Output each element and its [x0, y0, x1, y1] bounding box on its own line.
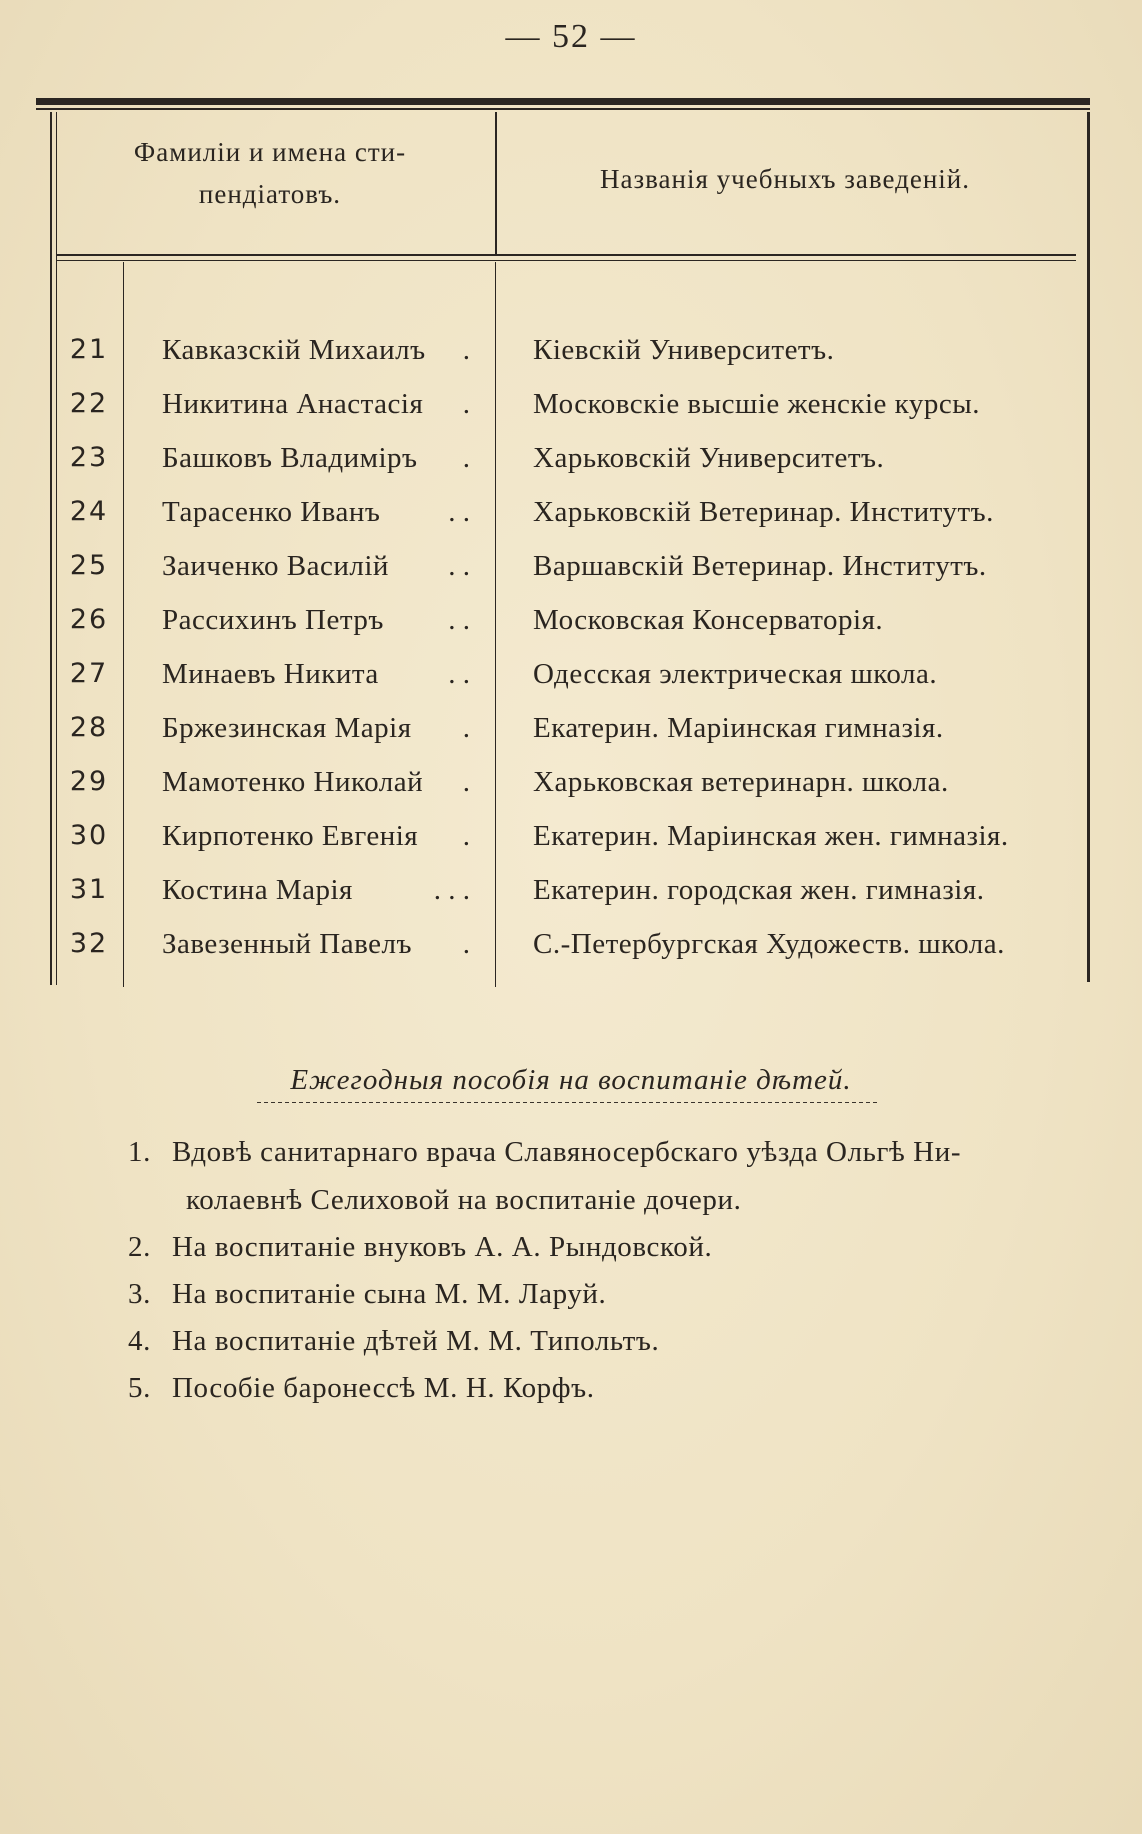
table-row — [0, 712, 1142, 766]
header-bottom-rule-2 — [56, 260, 1076, 261]
row-institution: Екатерин. Маріинская жен. гимназія. — [533, 820, 1009, 852]
row-dots: . — [462, 334, 470, 366]
header-institutions: Названія учебныхъ заведеній. — [600, 164, 970, 194]
row-number: 27 — [69, 658, 109, 689]
row-institution: Харьковская ветеринарн. школа. — [533, 766, 949, 798]
row-dots: . . — [448, 550, 470, 582]
title-underline — [257, 1102, 877, 1103]
list-item-text: Пособіе баронессѣ М. Н. Корфъ. — [172, 1372, 595, 1404]
list-item-text: На воспитаніе дѣтей М. М. Типольтъ. — [172, 1325, 660, 1357]
header-divider — [495, 112, 497, 254]
row-dots: . — [462, 442, 470, 474]
list-item-number: 1. — [128, 1136, 151, 1168]
row-number: 30 — [69, 820, 109, 851]
row-institution: Харьковскій Ветеринар. Институтъ. — [533, 496, 994, 528]
row-institution: Одесская электрическая школа. — [533, 658, 938, 690]
row-institution: Московскіе высшіе женскіе курсы. — [533, 388, 980, 420]
list-item-text: Вдовѣ санитарнаго врача Славяносербскаго уѣзда Ольгѣ Ни- — [172, 1136, 962, 1168]
row-number: 21 — [69, 334, 109, 365]
row-number: 24 — [69, 496, 109, 527]
row-institution: Варшавскій Ветеринар. Институтъ. — [533, 550, 987, 582]
table-row — [0, 550, 1142, 604]
row-name: Башковъ Владиміръ — [162, 442, 418, 474]
table-row — [0, 496, 1142, 550]
page-number: — 52 — — [505, 18, 637, 55]
row-dots: . . — [448, 604, 470, 636]
row-dots: . — [462, 712, 470, 744]
header-names-line2: пендіатовъ. — [198, 178, 342, 209]
list-item-text: колаевнѣ Селиховой на воспитаніе дочери. — [186, 1184, 742, 1216]
row-name: Кавказскій Михаилъ — [162, 334, 426, 366]
list-item-continuation — [186, 1184, 741, 1217]
allowances-title — [0, 1064, 1142, 1097]
row-number: 28 — [69, 712, 109, 743]
row-number: 23 — [69, 442, 109, 473]
row-institution: Екатерин. Маріинская гимназія. — [533, 712, 944, 744]
table-row — [0, 658, 1142, 712]
row-dots: . — [462, 388, 470, 420]
top-rule — [36, 98, 1090, 105]
table-row — [0, 442, 1142, 496]
row-name: Никитина Анастасія — [162, 388, 424, 420]
row-number: 29 — [69, 766, 109, 797]
header-names-line1: Фамиліи и имена сти- — [133, 137, 407, 167]
row-name: Минаевъ Никита — [162, 658, 379, 690]
header-names — [60, 132, 480, 216]
table-row — [0, 928, 1142, 982]
table-row — [0, 766, 1142, 820]
row-number: 32 — [69, 928, 109, 959]
header-bottom-rule — [56, 254, 1076, 256]
list-item-text: На воспитаніе внуковъ А. А. Рындовской. — [172, 1231, 713, 1263]
row-name: Рассихинъ Петръ — [162, 604, 384, 636]
table-row — [0, 604, 1142, 658]
row-institution: Кіевскій Университетъ. — [533, 334, 835, 366]
allowances-title-text: Ежегодныя пособія на воспитаніе дѣтей. — [290, 1064, 852, 1096]
row-dots: . . — [448, 496, 470, 528]
row-dots: . — [462, 928, 470, 960]
top-rule-thin — [36, 108, 1090, 110]
table-row — [0, 334, 1142, 388]
row-name: Заиченко Василій — [162, 550, 389, 582]
row-dots: . . — [448, 658, 470, 690]
row-number: 26 — [69, 604, 109, 635]
list-item — [128, 1278, 606, 1311]
row-dots: . . . — [433, 874, 470, 906]
table-row — [0, 874, 1142, 928]
row-name: Завезенный Павелъ — [162, 928, 412, 960]
table-row — [0, 388, 1142, 442]
row-number: 25 — [69, 550, 109, 581]
row-number: 31 — [69, 874, 109, 905]
list-item-number: 2. — [128, 1231, 151, 1263]
row-name: Мамотенко Николай — [162, 766, 424, 798]
table-row — [0, 820, 1142, 874]
row-institution: С.-Петербургская Художеств. школа. — [533, 928, 1005, 960]
row-name: Кирпотенко Евгенія — [162, 820, 419, 852]
row-institution: Московская Консерваторія. — [533, 604, 884, 636]
list-item — [128, 1136, 961, 1169]
row-dots: . — [462, 766, 470, 798]
row-dots: . — [462, 820, 470, 852]
row-institution: Екатерин. городская жен. гимназія. — [533, 874, 985, 906]
row-name: Тарасенко Иванъ — [162, 496, 381, 528]
list-item-number: 5. — [128, 1372, 151, 1404]
list-item — [128, 1325, 659, 1358]
row-number: 22 — [69, 388, 109, 419]
list-item — [128, 1231, 712, 1264]
list-item-text: На воспитаніе сына М. М. Ларуй. — [172, 1278, 607, 1310]
row-institution: Харьковскій Университетъ. — [533, 442, 885, 474]
list-item-number: 3. — [128, 1278, 151, 1310]
row-name: Костина Марія — [162, 874, 353, 906]
row-name: Бржезинская Марія — [162, 712, 412, 744]
list-item — [128, 1372, 595, 1405]
list-item-number: 4. — [128, 1325, 151, 1357]
